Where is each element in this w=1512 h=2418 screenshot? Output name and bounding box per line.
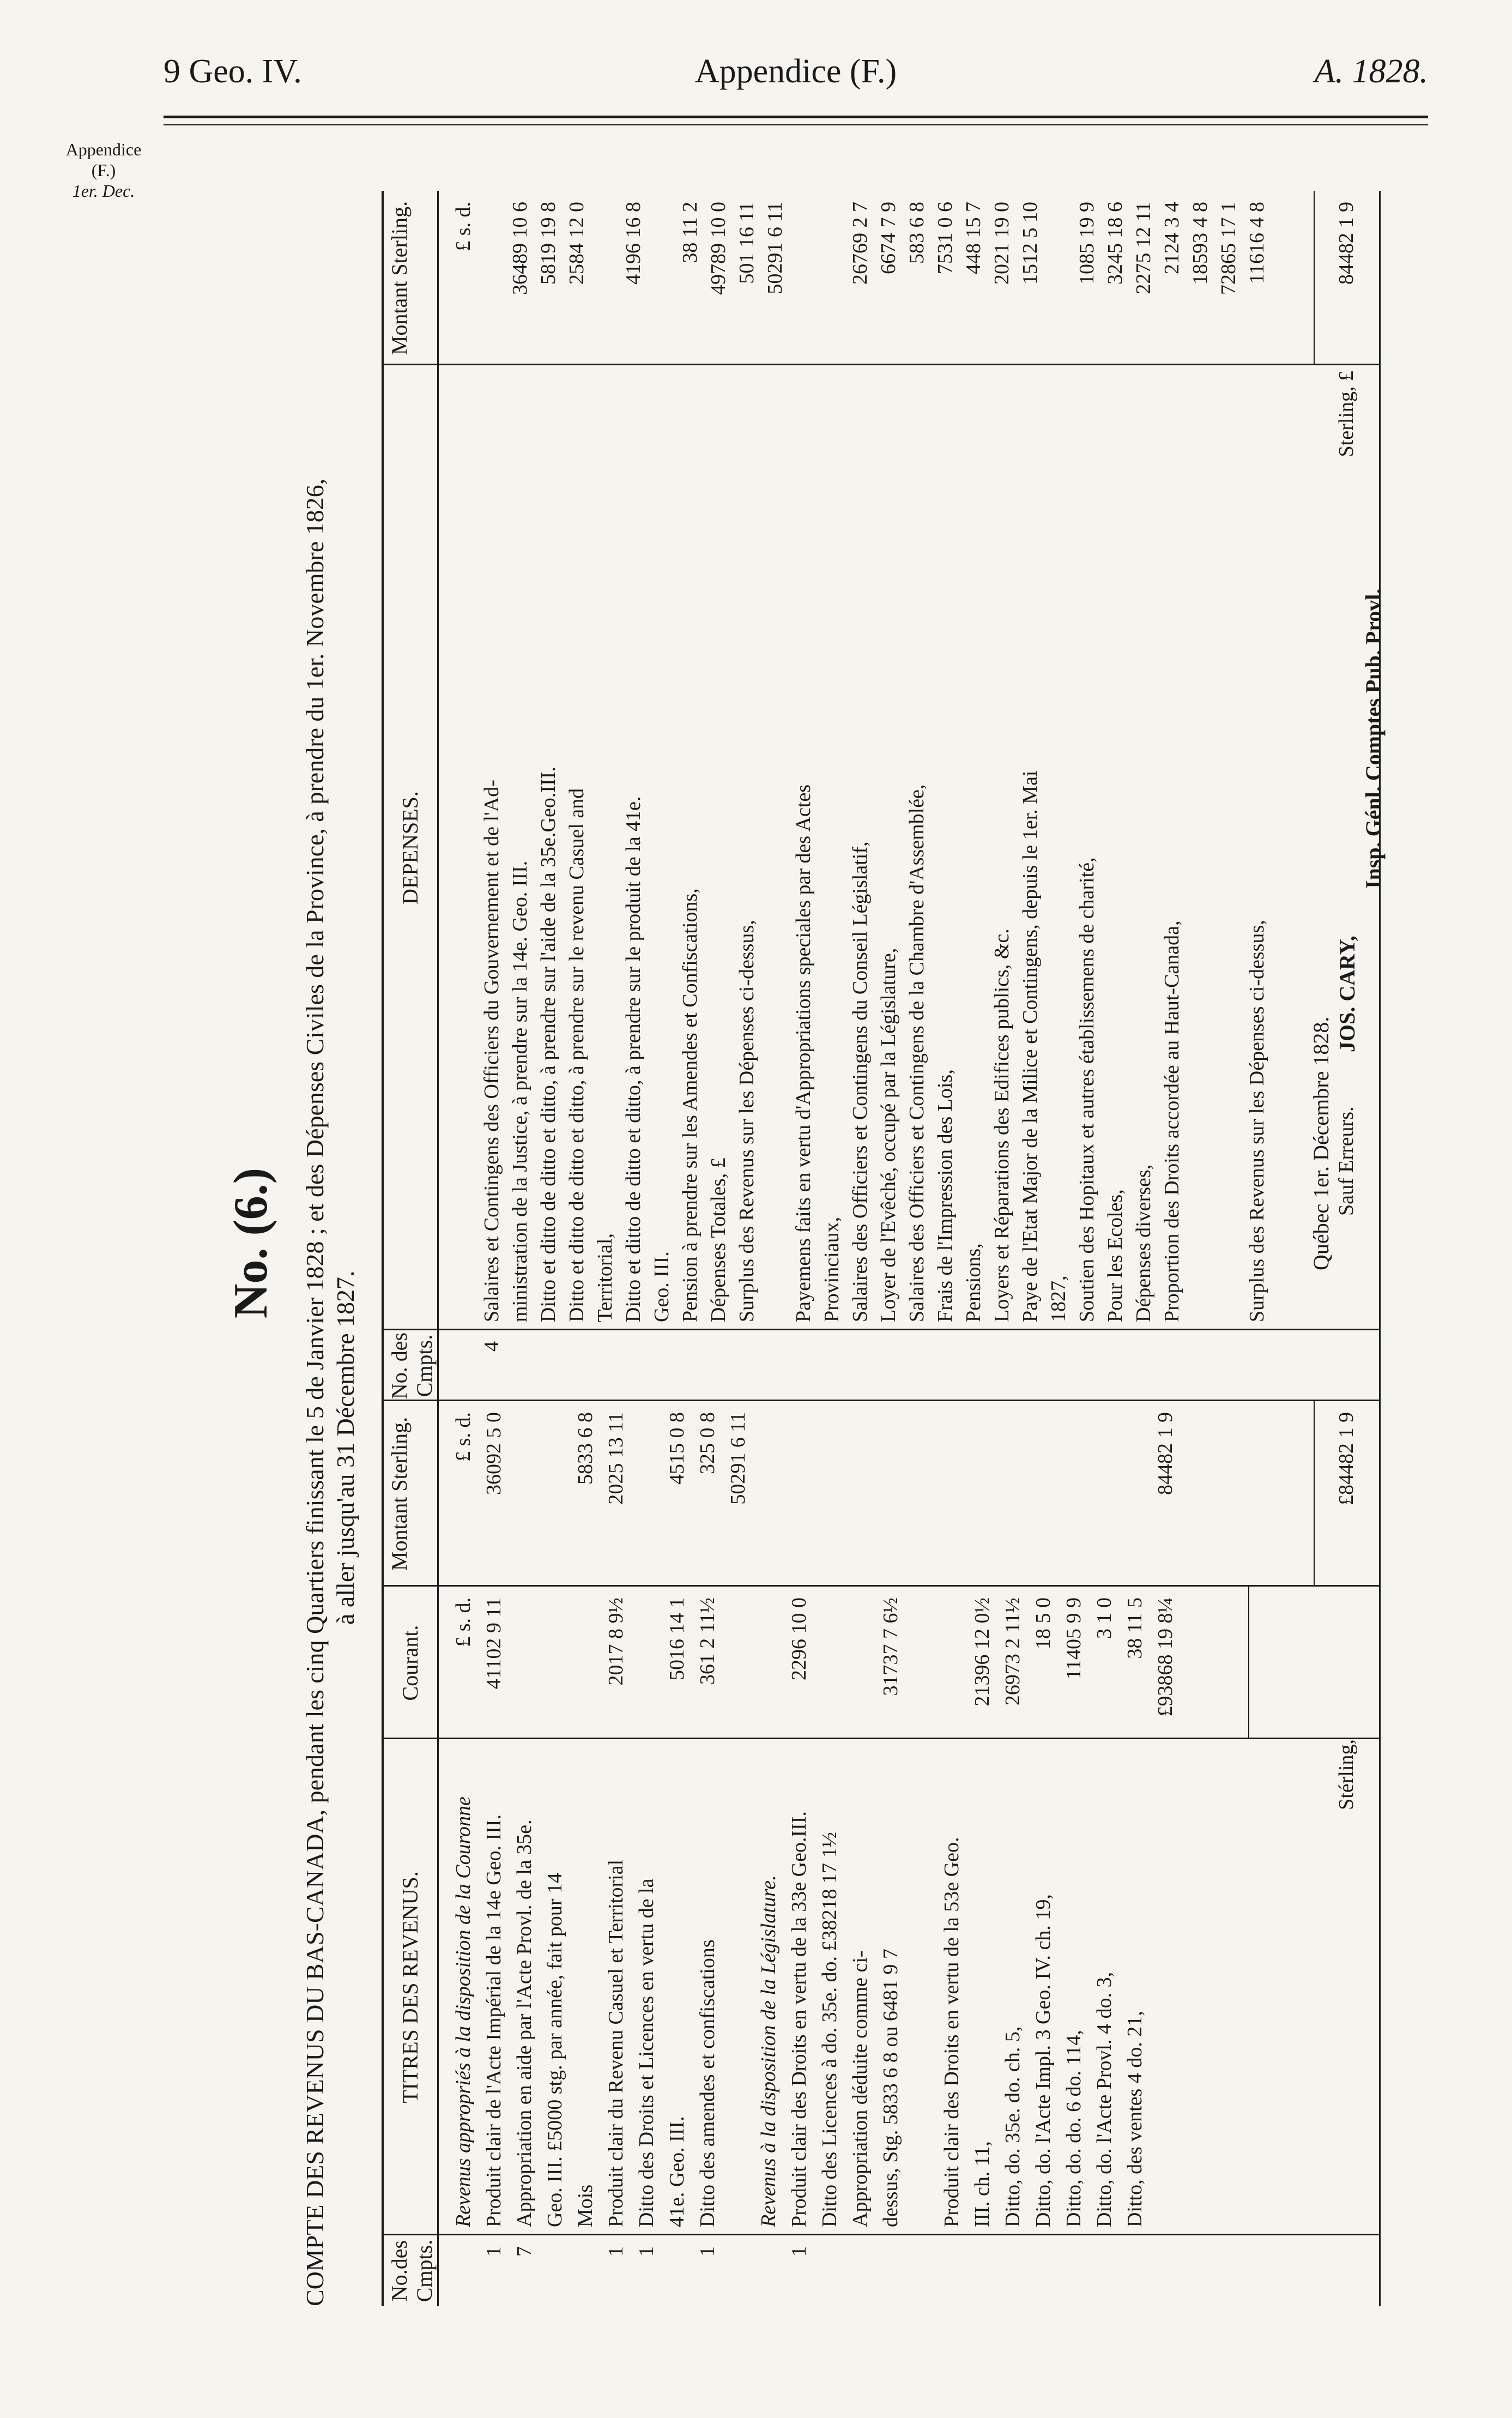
depense-montant: 50291 6 11 xyxy=(764,202,787,294)
revenu-title: Produit clair du Revenu Casuel et Territorial xyxy=(604,1859,627,2227)
header-montant: Montant Sterling. xyxy=(387,1416,412,1571)
revenu-title: Produit clair de l'Acte Impérial de la 14e Geo. III. xyxy=(482,1814,505,2227)
depense-montant: 3245 18 6 xyxy=(1104,202,1127,285)
sum-rule xyxy=(1314,191,1315,365)
revenu-title: Ditto des Droits et Licences en vertu de la xyxy=(635,1878,658,2227)
revenu-montant: £ s. d. xyxy=(452,1412,475,1462)
revenu-courant: 361 2 11½ xyxy=(696,1597,719,1685)
revenu-courant: 31737 7 6½ xyxy=(879,1597,902,1696)
revenu-no-cmpt: 1 xyxy=(635,2246,658,2257)
subtitle-line2: à aller jusqu'au 31 Décembre 1827. xyxy=(331,1270,359,1625)
depense-montant: 72865 17 1 xyxy=(1217,202,1240,295)
revenu-title: Appropriation en aide par l'Acte Provl. de la 35e. xyxy=(513,1819,536,2227)
depense-montant: £ s. d. xyxy=(452,202,475,251)
revenu-title: dessus, Stg. 5833 6 8 ou 6481 9 7 xyxy=(879,1949,902,2227)
depense-montant: 18593 4 8 xyxy=(1189,202,1212,285)
revenu-courant: 3 1 0 xyxy=(1093,1597,1116,1639)
signature-block xyxy=(1308,589,1387,1270)
col-sep xyxy=(382,2234,1379,2235)
rotated-account-table xyxy=(223,180,1434,2306)
header-rule xyxy=(164,116,1428,118)
revenu-title: 41e. Geo. III. xyxy=(666,2116,688,2227)
depense-montant: 2584 12 0 xyxy=(565,202,588,285)
depense-title: Salaires et Contingens des Officiers du Gouvernement et de l'Ad- xyxy=(480,780,503,1322)
revenus-total-value: £84482 1 9 xyxy=(1335,1412,1358,1505)
revenu-title: Ditto des amendes et confiscations xyxy=(696,1939,719,2227)
depense-montant: 2021 19 0 xyxy=(990,202,1013,285)
revenu-courant: 41102 9 11 xyxy=(482,1597,505,1690)
depense-montant: 5819 19 8 xyxy=(537,202,560,285)
margin-note-line2: (F.) xyxy=(91,160,116,180)
depense-title: Ditto et ditto de ditto et ditto, à prendre sur le produit de la 41e. xyxy=(622,796,645,1322)
depense-title: Loyers et Réparations des Edifices publics, &c. xyxy=(990,928,1013,1322)
revenu-title: Revenus à la disposition de la Législature. xyxy=(757,1875,780,2227)
revenu-title: Ditto, do. 35e. do. ch. 5, xyxy=(1001,2026,1024,2227)
revenu-courant: 2296 10 0 xyxy=(788,1597,811,1680)
col-sep xyxy=(382,1400,1379,1401)
depense-montant: 1085 19 9 xyxy=(1075,202,1098,285)
revenu-courant: 21396 12 0½ xyxy=(971,1597,994,1707)
place-date: Québec 1er. Décembre 1828. xyxy=(1309,1016,1333,1270)
depense-montant: 36489 10 6 xyxy=(509,202,531,295)
margin-note-line1: Appendice xyxy=(65,140,142,159)
depense-title: Soutien des Hopitaux et autres établissemens de charité, xyxy=(1075,857,1098,1322)
depense-title: Paye de l'Etat Major de la Milice et Contingens, depuis le 1er. Mai xyxy=(1019,770,1042,1322)
depense-title: Salaires des Officiers et Contingens du Conseil Législatif, xyxy=(849,841,872,1322)
revenu-courant: £93868 19 8¼ xyxy=(1154,1597,1177,1717)
depense-title: Proportion des Droits accordée au Haut-Canada, xyxy=(1160,920,1183,1322)
depense-title: Pensions, xyxy=(962,1243,985,1322)
revenu-courant: £ s. d. xyxy=(452,1597,475,1647)
depense-montant: 7531 0 6 xyxy=(934,202,957,274)
revenu-no-cmpt: 1 xyxy=(696,2246,719,2257)
revenu-no-cmpt: 7 xyxy=(513,2246,536,2257)
depense-title: Loyer de l'Evêché, occupé par la Législature, xyxy=(877,948,900,1322)
header-left: 9 Geo. IV. xyxy=(164,53,302,90)
depense-montant: 11616 4 8 xyxy=(1245,202,1268,284)
margin-note-line3: 1er. Dec. xyxy=(72,181,135,201)
revenu-courant: 11405 9 9 xyxy=(1062,1597,1085,1680)
header-rule-thin xyxy=(164,124,1428,125)
depense-montant: 2275 12 11 xyxy=(1132,202,1155,294)
sum-rule xyxy=(1314,1401,1315,1587)
subtitle-line1: COMPTE DES REVENUS DU BAS-CANADA, pendant les cinq Quartiers finissant le 5 de Janvier 1828 ; et des Dépenses Civiles de la Province, à prendre du 1er. Novembre 1826, xyxy=(301,478,329,2306)
revenu-no-cmpt: 1 xyxy=(482,2246,505,2257)
depense-montant: 38 11 2 xyxy=(679,202,701,263)
sauf-erreurs: Sauf Erreurs. xyxy=(1335,1106,1358,1216)
margin-note xyxy=(38,139,169,201)
revenu-montant: 50291 6 11 xyxy=(727,1412,749,1505)
depense-montant: 4196 16 8 xyxy=(622,202,645,285)
col-sep xyxy=(382,1329,1379,1330)
revenu-title: Mois xyxy=(574,2184,597,2227)
revenu-montant: 5833 6 8 xyxy=(574,1412,597,1485)
depense-title: Geo. III. xyxy=(650,1251,673,1322)
header-titres: TITRES DES REVENUS. xyxy=(398,1871,422,2103)
depense-title: Territorial, xyxy=(594,1233,616,1322)
revenu-title: Ditto des Licences à do. 35e. do. £38218 17 1½ xyxy=(818,1831,841,2227)
revenu-courant: 18 5 0 xyxy=(1032,1597,1055,1649)
depense-title: Dépenses Totales, £ xyxy=(707,1157,730,1322)
revenus-total-label: Stérling, xyxy=(1335,1739,1358,1810)
document-number: No. (6.) xyxy=(225,1167,277,1319)
revenu-montant: 4515 0 8 xyxy=(666,1412,688,1485)
depense-title: Pension à prendre sur les Amendes et Confiscations, xyxy=(679,888,701,1322)
revenu-title: Ditto, des ventes 4 do. 21, xyxy=(1123,2011,1146,2227)
depense-montant: 26769 2 7 xyxy=(849,202,872,285)
depense-title: Surplus des Revenus sur les Dépenses ci-dessus, xyxy=(1245,920,1268,1322)
header-depenses: DEPENSES. xyxy=(398,791,422,905)
revenu-montant: 84482 1 9 xyxy=(1154,1412,1177,1495)
header-no-cmpts-2: No. des Cmpts. xyxy=(387,1332,437,1400)
depenses-total-value: 84482 1 9 xyxy=(1335,202,1358,285)
depense-title: Ditto et ditto de ditto et ditto, à prendre sur le revenu Casuel and xyxy=(565,788,588,1322)
revenu-courant: 2017 8 9½ xyxy=(604,1597,627,1686)
revenu-montant: 2025 13 11 xyxy=(604,1412,627,1505)
revenu-title: Produit clair des Droits en vertu de la 33e Geo.III. xyxy=(788,1811,811,2227)
depense-montant: 583 6 8 xyxy=(905,202,928,264)
signer-title: Insp. Génl. Comptes Pub. Provl. xyxy=(1361,588,1386,889)
header-center: Appendice (F.) xyxy=(694,53,897,90)
revenu-title: Revenus appropriés à la disposition de la Couronne xyxy=(452,1796,475,2227)
revenu-title: Geo. III. £5000 stg. par année, fait pour 14 xyxy=(543,1872,566,2227)
revenu-title: Produit clair des Droits en vertu de la 53e Geo. xyxy=(940,1837,963,2227)
revenu-title: Ditto, do. l'Acte Provl. 4 do. 3, xyxy=(1093,1971,1116,2227)
table-top-rule xyxy=(382,191,384,2306)
revenu-no-cmpt: 1 xyxy=(788,2246,811,2257)
header-right: A. 1828. xyxy=(1314,53,1428,90)
depense-montant: 1512 5 10 xyxy=(1019,202,1042,285)
signer-name: JOS. CARY, xyxy=(1335,936,1359,1052)
depense-no-cmpt: 4 xyxy=(480,1341,503,1352)
depense-montant: 501 16 11 xyxy=(735,202,758,284)
revenu-title: Ditto, do. l'Acte Impl. 3 Geo. IV. ch. 19, xyxy=(1032,1894,1055,2227)
revenu-courant: 5016 14 1 xyxy=(666,1597,688,1680)
header-montant-2: Montant Sterling. xyxy=(387,201,412,355)
table-header-rule xyxy=(437,191,439,2306)
page-header xyxy=(164,52,1428,101)
sum-rule xyxy=(1248,1587,1249,1739)
depense-title: 1827, xyxy=(1047,1275,1070,1322)
depense-montant: 49789 10 0 xyxy=(707,202,730,295)
revenu-montant: 325 0 8 xyxy=(696,1412,719,1474)
col-sep xyxy=(382,1585,1379,1587)
header-courant: Courant. xyxy=(398,1625,422,1701)
depense-montant: 448 15 7 xyxy=(962,202,985,274)
revenu-no-cmpt: 1 xyxy=(604,2246,627,2257)
revenu-courant: 26973 2 11½ xyxy=(1001,1597,1024,1706)
document-subtitle xyxy=(300,180,361,2306)
depense-title: Surplus des Revenus sur les Dépenses ci-dessus, xyxy=(735,920,758,1322)
depenses-total-label: Sterling, £ xyxy=(1335,371,1358,457)
revenu-montant: 36092 5 0 xyxy=(482,1412,505,1495)
depense-montant: 6674 7 9 xyxy=(877,202,900,274)
depense-title: ministration de la Justice, à prendre sur la 14e. Geo. III. xyxy=(509,860,531,1322)
revenu-title: III. ch. 11, xyxy=(971,2141,994,2227)
revenu-courant: 38 11 5 xyxy=(1123,1597,1146,1659)
revenu-title: Appropriation déduite comme ci- xyxy=(849,1950,872,2227)
depense-title: Provinciaux, xyxy=(820,1216,843,1322)
depense-title: Ditto et ditto de ditto et ditto, à prendre sur l'aide de la 35e.Geo.III. xyxy=(537,767,560,1322)
depense-montant: 2124 3 4 xyxy=(1160,202,1183,274)
depense-title: Pour les Ecoles, xyxy=(1104,1189,1127,1322)
depense-title: Payemens faits en vertu d'Appropriations speciales par des Actes xyxy=(792,784,815,1322)
depense-title: Salaires des Officiers et Contingens de la Chambre d'Assemblée, xyxy=(905,784,928,1322)
depense-title: Frais de l'Impression des Lois, xyxy=(934,1069,957,1322)
header-no-cmpts: No.des Cmpts. xyxy=(387,2239,437,2302)
depense-title: Dépenses diverses, xyxy=(1132,1164,1155,1322)
revenu-title: Ditto, do. do. 6 do. 114, xyxy=(1062,2030,1085,2227)
